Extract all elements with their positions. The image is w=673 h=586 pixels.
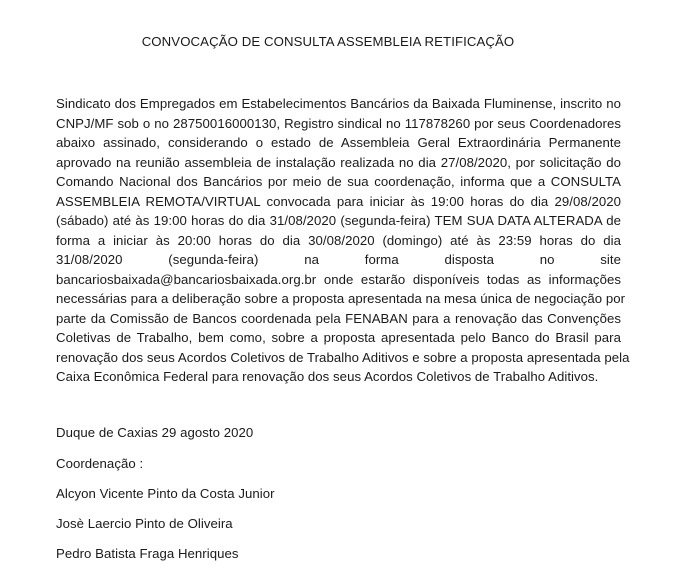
body-line: ASSEMBLEIA REMOTA/VIRTUAL convocada para iniciar às 19:00 horas do dia 29/08/2020 bbox=[56, 193, 621, 209]
document-title: CONVOCAÇÃO DE CONSULTA ASSEMBLEIA RETIFICAÇÃO bbox=[141, 34, 515, 49]
body-line: (sábado) até às 19:00 horas do dia 31/08/2020 (segunda-feira) TEM SUA DATA ALTERADA de bbox=[56, 213, 621, 228]
body-line: abaixo assinado, considerando o estado de Assembleia Geral Extraordinária Permanente bbox=[56, 135, 621, 150]
body-line: Sindicato dos Empregados em Estabelecimentos Bancários da Baixada Fluminense, inscrito no bbox=[56, 96, 621, 111]
body-line: Coletivas de Trabalho, bem como, sobre a proposta apresentada pelo Banco do Brasil para bbox=[56, 330, 621, 345]
body-line: Comando Nacional dos Bancários por meio de sua coordenação, informa que a CONSULTA bbox=[56, 174, 621, 189]
signatory-name: Pedro Batista Fraga Henriques bbox=[56, 546, 239, 561]
body-paragraph bbox=[56, 94, 630, 387]
signatory-name: Alcyon Vicente Pinto da Costa Junior bbox=[56, 486, 275, 501]
coordination-label: Coordenação : bbox=[56, 456, 144, 471]
body-line: parte da Comissão de Bancos coordenada pela FENABAN para a renovação das Convenções bbox=[56, 310, 621, 326]
signatory-name: Josè Laercio Pinto de Oliveira bbox=[56, 516, 233, 531]
body-line: renovação dos seus Acordos Coletivos de Trabalho Aditivos e sobre a proposta apresentada pela bbox=[56, 349, 630, 365]
body-line: Caixa Econômica Federal para renovação dos seus Acordos Coletivos de Trabalho Aditivos. bbox=[56, 369, 599, 384]
body-line: 31/08/2020 (segunda-feira) na forma disposta no site bbox=[56, 252, 621, 267]
place-date: Duque de Caxias 29 agosto 2020 bbox=[56, 425, 254, 440]
body-line: bancariosbaixada@bancariosbaixada.org.br onde estarão disponíveis todas as informações bbox=[56, 271, 621, 287]
body-line: forma a iniciar às 20:00 horas do dia 30/08/2020 (domingo) até às 23:59 horas do dia bbox=[56, 232, 621, 248]
body-line: aprovado na reunião assembleia de instalação realizada no dia 27/08/2020, por solicitação do bbox=[56, 154, 621, 170]
body-line: necessárias para a deliberação sobre a proposta apresentada na mesa única de negociação por bbox=[56, 291, 626, 306]
body-line: CNPJ/MF sob o no 28750016000130, Registro sindical no 117878260 por seus Coordenadores bbox=[56, 115, 621, 131]
